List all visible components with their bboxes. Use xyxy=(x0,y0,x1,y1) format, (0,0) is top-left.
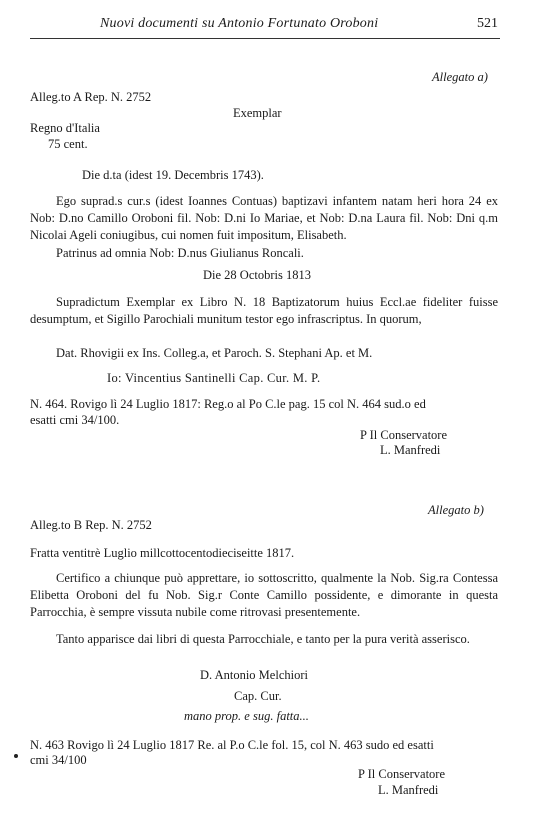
date-line: Die d.ta (idest 19. Decembris 1743). xyxy=(82,168,264,182)
registration-b-line-2: cmi 34/100 xyxy=(30,753,87,767)
registration-line-2: esatti cmi 34/100. xyxy=(30,413,120,427)
priest-title: Cap. Cur. xyxy=(234,689,282,703)
allegato-a-reference: Alleg.to A Rep. N. 2752 xyxy=(30,90,152,104)
allegato-a-label: Allegato a) xyxy=(432,70,488,84)
priest-name: D. Antonio Melchiori xyxy=(200,668,308,682)
tanto-paragraph: Tanto apparisce dai libri di questa Parrocchiale, e tanto per la pura verità asserisco. xyxy=(56,632,470,646)
conservatore-name: L. Manfredi xyxy=(380,443,441,457)
fratta-line: Fratta ventitrè Luglio millcottocentodieciseitte 1817. xyxy=(30,546,295,560)
dated-paragraph: Dat. Rhovigii ex Ins. Colleg.a, et Paroch. S. Stephani Ap. et M. xyxy=(56,346,373,360)
signature-line: Io: Vincentius Santinelli Cap. Cur. M. P. xyxy=(107,371,321,385)
page-number: 521 xyxy=(477,16,498,31)
certifico-paragraph: Certifico a chiunque può apprettare, io sottoscritto, qualmente la Nob. Sig.ra Contessa Elibetta Oroboni del fu Nob. Sig.r Conte Camillo possidente, e dimorante in questa Parrocchia, è sempre vissuta nubile come ritrovasi presentemente. xyxy=(30,571,498,619)
registration-line-1: N. 464. Rovigo lì 24 Luglio 1817: Reg.o al Po C.le pag. 15 col N. 464 sud.o ed xyxy=(30,397,426,411)
exemplar-heading: Exemplar xyxy=(233,106,282,120)
conservatore-title: P Il Conservatore xyxy=(360,428,448,442)
allegato-b-reference: Alleg.to B Rep. N. 2752 xyxy=(30,518,152,532)
conservatore-b-title: P Il Conservatore xyxy=(358,767,446,781)
baptism-paragraph: Ego suprad.s cur.s (idest Ioannes Contuas) baptizavi infantem natam heri hora 24 ex Nob: D.no Camillo Oroboni fil. Nob: D.ni Io Mariae, et Nob: D.na Laura fil. Nob: Dni q.m Nicolai Ageli coniugibus, cui nomen fuit impositum, Elisabeth. xyxy=(30,194,498,242)
second-date: Die 28 Octobris 1813 xyxy=(203,268,311,282)
running-header-title: Nuovi documenti su Antonio Fortunato Oroboni xyxy=(100,16,379,31)
margin-mark xyxy=(14,754,18,758)
certification-paragraph: Supradictum Exemplar ex Libro N. 18 Baptizatorum huius Eccl.ae fideliter fuisse desumptum, et Sigillo Parochiali munitum testor ego infrascriptus. In quorum, xyxy=(30,295,498,326)
signature-note: mano prop. e sug. fatta... xyxy=(184,709,309,723)
regno-line: Regno d'Italia xyxy=(30,121,100,135)
stamp-value: 75 cent. xyxy=(48,137,88,151)
allegato-b-label: Allegato b) xyxy=(428,503,484,517)
header-rule xyxy=(30,38,500,39)
conservatore-b-name: L. Manfredi xyxy=(378,783,439,797)
registration-b-line-1: N. 463 Rovigo lì 24 Luglio 1817 Re. al P.o C.le fol. 15, col N. 463 sudo ed esatti xyxy=(30,738,434,752)
patrinus-paragraph: Patrinus ad omnia Nob: D.nus Giulianus Roncali. xyxy=(56,246,304,260)
